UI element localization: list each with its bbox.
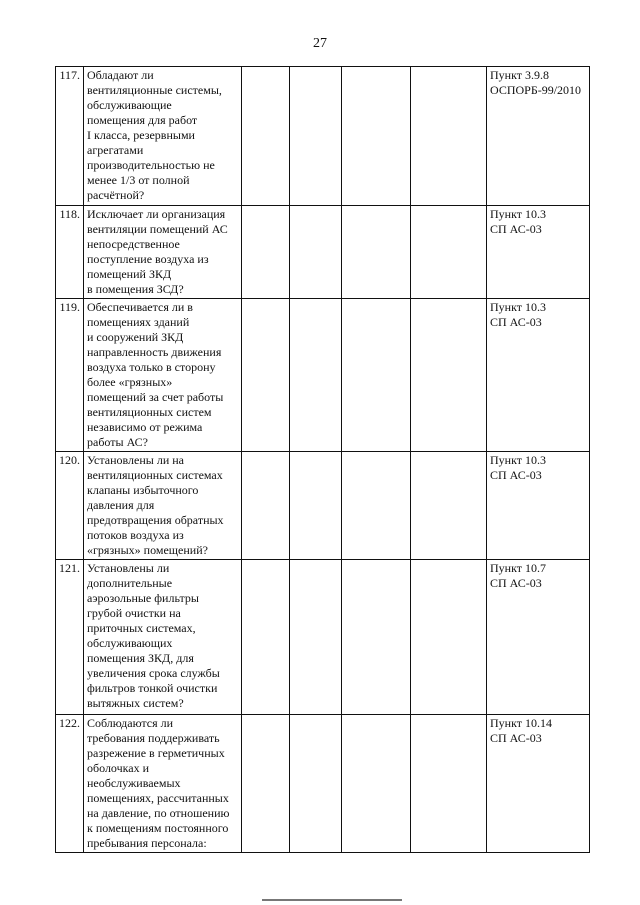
question-line: в помещения ЗСД? xyxy=(87,282,184,296)
question-line: I класса, резервными xyxy=(87,128,195,142)
question-line: вентиляционные системы, xyxy=(87,83,222,97)
reference-line: СП АС-03 xyxy=(490,222,542,236)
table-row xyxy=(56,715,590,853)
answer-cell[interactable] xyxy=(411,206,487,299)
question-line: Установлены ли на xyxy=(87,453,184,467)
question-line: работы АС? xyxy=(87,435,148,449)
question-line: давления для xyxy=(87,498,155,512)
question-line: Обладают ли xyxy=(87,68,154,82)
question-line: направленность движения xyxy=(87,345,222,359)
question-line: и сооружений ЗКД xyxy=(87,330,184,344)
table-row xyxy=(56,560,590,715)
question-line: помещениях, рассчитанных xyxy=(87,791,229,805)
question-line: вентиляционных системах xyxy=(87,468,223,482)
table-row xyxy=(56,299,590,452)
answer-cell[interactable] xyxy=(411,67,487,206)
question-cell xyxy=(84,299,242,452)
question-line: помещения ЗКД, для xyxy=(87,651,194,665)
row-number: 119. xyxy=(56,299,84,452)
question-line: помещений за счет работы xyxy=(87,390,224,404)
question-cell xyxy=(84,67,242,206)
reference-cell xyxy=(487,299,590,452)
reference-line: Пункт 10.3 xyxy=(490,300,547,314)
question-line: необслуживаемых xyxy=(87,776,181,790)
question-cell xyxy=(84,452,242,560)
question-line: фильтров тонкой очистки xyxy=(87,681,218,695)
reference-cell xyxy=(487,715,590,853)
answer-cell[interactable] xyxy=(242,67,290,206)
answer-cell[interactable] xyxy=(290,206,342,299)
question-line: пребывания персонала: xyxy=(87,836,207,850)
answer-cell[interactable] xyxy=(411,299,487,452)
answer-cell[interactable] xyxy=(342,299,411,452)
question-line: Исключает ли организация xyxy=(87,207,226,221)
question-line: производительностью не xyxy=(87,158,215,172)
question-line: более «грязных» xyxy=(87,375,173,389)
question-line: разрежение в герметичных xyxy=(87,746,225,760)
question-line: требования поддерживать xyxy=(87,731,220,745)
question-line: предотвращения обратных xyxy=(87,513,224,527)
answer-cell[interactable] xyxy=(342,206,411,299)
answer-cell[interactable] xyxy=(242,715,290,853)
table-row xyxy=(56,452,590,560)
answer-cell[interactable] xyxy=(342,560,411,715)
reference-line: ОСПОРБ-99/2010 xyxy=(490,83,582,97)
answer-cell[interactable] xyxy=(290,715,342,853)
answer-cell[interactable] xyxy=(242,299,290,452)
answer-cell[interactable] xyxy=(342,452,411,560)
question-line: Обеспечивается ли в xyxy=(87,300,193,314)
question-line: «грязных» помещений? xyxy=(87,543,208,557)
question-line: клапаны избыточного xyxy=(87,483,199,497)
question-line: увеличения срока службы xyxy=(87,666,220,680)
question-line: воздуха только в сторону xyxy=(87,360,216,374)
reference-line: Пункт 3.9.8 xyxy=(490,68,550,82)
reference-line: Пункт 10.3 xyxy=(490,207,547,221)
answer-cell[interactable] xyxy=(290,452,342,560)
question-line: агрегатами xyxy=(87,143,144,157)
answer-cell[interactable] xyxy=(411,452,487,560)
answer-cell[interactable] xyxy=(290,560,342,715)
row-number: 122. xyxy=(56,715,84,853)
question-line: обслуживающие xyxy=(87,98,172,112)
question-line: поступление воздуха из xyxy=(87,252,209,266)
question-line: к помещениям постоянного xyxy=(87,821,229,835)
question-line: помещений ЗКД xyxy=(87,267,172,281)
question-cell xyxy=(84,715,242,853)
checklist-table xyxy=(55,66,590,853)
answer-cell[interactable] xyxy=(411,560,487,715)
answer-cell[interactable] xyxy=(411,715,487,853)
answer-cell[interactable] xyxy=(242,560,290,715)
question-line: расчётной? xyxy=(87,188,145,202)
question-cell xyxy=(84,560,242,715)
reference-line: Пункт 10.7 xyxy=(490,561,547,575)
reference-line: СП АС-03 xyxy=(490,576,542,590)
scan-edge-mark xyxy=(262,899,402,904)
row-number: 121. xyxy=(56,560,84,715)
question-line: обслуживающих xyxy=(87,636,173,650)
reference-line: СП АС-03 xyxy=(490,315,542,329)
question-line: Соблюдаются ли xyxy=(87,716,174,730)
page-number: 27 xyxy=(313,36,327,51)
answer-cell[interactable] xyxy=(342,67,411,206)
question-line: Установлены ли xyxy=(87,561,170,575)
question-line: вытяжных систем? xyxy=(87,696,184,710)
question-line: грубой очистки на xyxy=(87,606,181,620)
question-line: приточных системах, xyxy=(87,621,196,635)
reference-cell xyxy=(487,67,590,206)
reference-cell xyxy=(487,452,590,560)
answer-cell[interactable] xyxy=(242,206,290,299)
question-line: на давление, по отношению xyxy=(87,806,230,820)
reference-line: Пункт 10.14 xyxy=(490,716,553,730)
question-line: независимо от режима xyxy=(87,420,203,434)
table-row xyxy=(56,206,590,299)
question-line: аэрозольные фильтры xyxy=(87,591,199,605)
reference-line: Пункт 10.3 xyxy=(490,453,547,467)
question-line: дополнительные xyxy=(87,576,173,590)
row-number: 120. xyxy=(56,452,84,560)
question-line: оболочках и xyxy=(87,761,150,775)
question-line: помещения для работ xyxy=(87,113,198,127)
row-number: 117. xyxy=(56,67,84,206)
question-line: потоков воздуха из xyxy=(87,528,184,542)
answer-cell[interactable] xyxy=(290,299,342,452)
answer-cell[interactable] xyxy=(290,67,342,206)
question-line: непосредственное xyxy=(87,237,180,251)
answer-cell[interactable] xyxy=(242,452,290,560)
answer-cell[interactable] xyxy=(342,715,411,853)
question-line: помещениях зданий xyxy=(87,315,190,329)
table-row xyxy=(56,67,590,206)
question-line: вентиляции помещений АС xyxy=(87,222,228,236)
reference-line: СП АС-03 xyxy=(490,468,542,482)
reference-line: СП АС-03 xyxy=(490,731,542,745)
row-number: 118. xyxy=(56,206,84,299)
reference-cell xyxy=(487,206,590,299)
question-line: вентиляционных систем xyxy=(87,405,212,419)
question-line: менее 1/3 от полной xyxy=(87,173,190,187)
question-cell xyxy=(84,206,242,299)
reference-cell xyxy=(487,560,590,715)
